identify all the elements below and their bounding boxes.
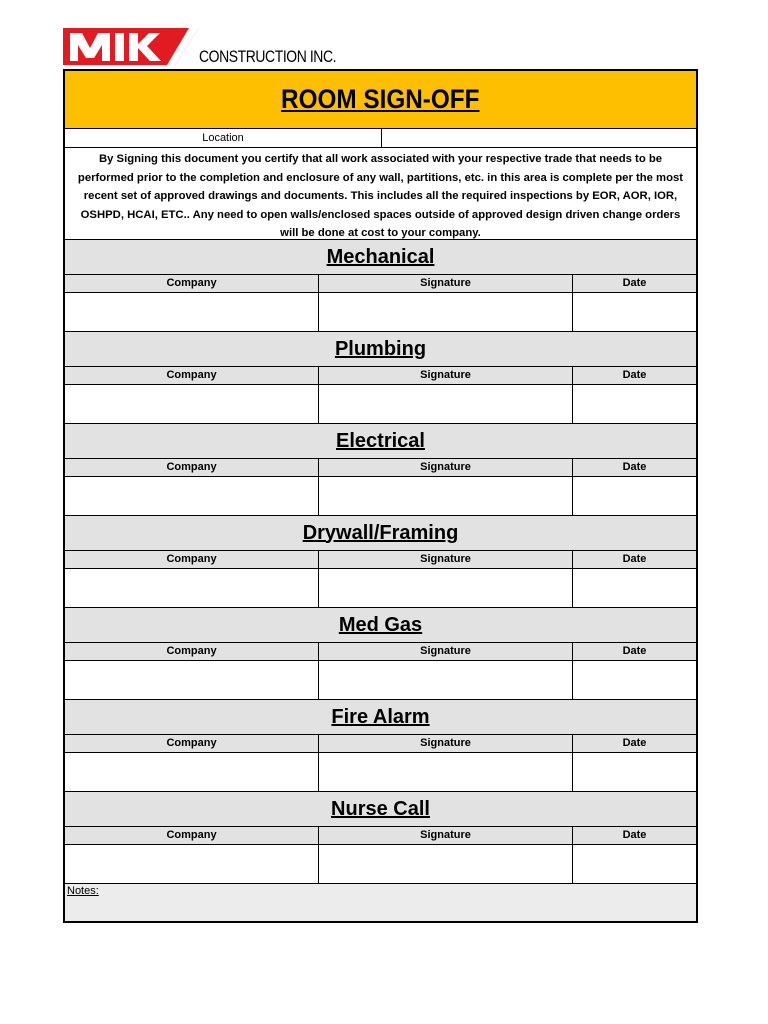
- date-field[interactable]: [573, 385, 696, 423]
- company-column-header: Company: [65, 735, 319, 752]
- location-row: [65, 129, 696, 148]
- signature-column-header: Signature: [319, 367, 573, 384]
- section-header: [65, 424, 696, 459]
- company-field[interactable]: [65, 293, 319, 331]
- date-column-header: Date: [622, 277, 647, 289]
- trade-section: [65, 332, 696, 424]
- column-header-row: [65, 367, 696, 385]
- company-logo: [63, 27, 366, 65]
- date-column-header: Date: [622, 553, 647, 565]
- signature-column-header: Signature: [319, 275, 573, 292]
- company-column-header: Company: [65, 643, 319, 660]
- mik-logo-mark: [63, 28, 199, 65]
- date-field[interactable]: [573, 293, 696, 331]
- date-field[interactable]: [573, 477, 696, 515]
- signature-field[interactable]: [319, 293, 573, 331]
- section-header: [65, 700, 696, 735]
- location-field[interactable]: [382, 129, 696, 147]
- section-title: Plumbing: [334, 337, 427, 360]
- column-header-row: [65, 275, 696, 293]
- date-field[interactable]: [573, 569, 696, 607]
- company-column-header: Company: [65, 551, 319, 568]
- company-field[interactable]: [65, 753, 319, 791]
- trade-section: [65, 240, 696, 332]
- trade-section: [65, 700, 696, 792]
- signature-entry-row: [65, 661, 696, 700]
- column-header-row: [65, 735, 696, 753]
- company-column-header: Company: [65, 827, 319, 844]
- company-field[interactable]: [65, 845, 319, 883]
- signature-column-header: Signature: [319, 735, 573, 752]
- section-header: [65, 792, 696, 827]
- signature-entry-row: [65, 385, 696, 424]
- company-column-header: Company: [65, 459, 319, 476]
- signature-column-header: Signature: [319, 643, 573, 660]
- company-field[interactable]: [65, 661, 319, 699]
- column-header-row: [65, 643, 696, 661]
- section-header: [65, 332, 696, 367]
- signature-field[interactable]: [319, 477, 573, 515]
- room-sign-off-form: [63, 69, 698, 923]
- column-header-row: [65, 827, 696, 845]
- trade-sections: [65, 240, 696, 884]
- company-name: CONSTRUCTION INC.: [199, 47, 337, 66]
- section-header: [65, 608, 696, 643]
- signature-entry-row: [65, 845, 696, 884]
- signature-field[interactable]: [319, 385, 573, 423]
- signature-column-header: Signature: [319, 459, 573, 476]
- signature-entry-row: [65, 569, 696, 608]
- signature-field[interactable]: [319, 845, 573, 883]
- section-header: [65, 516, 696, 551]
- trade-section: [65, 608, 696, 700]
- company-field[interactable]: [65, 569, 319, 607]
- signature-column-header: Signature: [319, 551, 573, 568]
- notes-label: Notes:: [67, 885, 99, 897]
- date-column-header: Date: [622, 737, 647, 749]
- signature-entry-row: [65, 477, 696, 516]
- company-column-header: Company: [65, 367, 319, 384]
- location-label: Location: [65, 129, 382, 147]
- section-header: [65, 240, 696, 275]
- section-title: Med Gas: [338, 613, 423, 636]
- signature-field[interactable]: [319, 569, 573, 607]
- company-field[interactable]: [65, 385, 319, 423]
- date-column-header: Date: [622, 645, 647, 657]
- section-title: Fire Alarm: [331, 705, 430, 728]
- section-title: Electrical: [336, 429, 425, 452]
- signature-column-header: Signature: [319, 827, 573, 844]
- date-field[interactable]: [573, 753, 696, 791]
- signature-entry-row: [65, 293, 696, 332]
- company-column-header: Company: [65, 275, 319, 292]
- date-column-header: Date: [622, 461, 647, 473]
- date-column-header: Date: [622, 369, 647, 381]
- signature-field[interactable]: [319, 753, 573, 791]
- signature-field[interactable]: [319, 661, 573, 699]
- column-header-row: [65, 551, 696, 569]
- column-header-row: [65, 459, 696, 477]
- notes-field[interactable]: [65, 884, 696, 921]
- date-field[interactable]: [573, 661, 696, 699]
- logo-icon: [63, 28, 199, 65]
- date-column-header: Date: [622, 829, 647, 841]
- company-field[interactable]: [65, 477, 319, 515]
- form-title-bar: [65, 71, 696, 129]
- section-title: Drywall/Framing: [302, 521, 459, 544]
- section-title: Nurse Call: [331, 797, 430, 820]
- section-title: Mechanical: [326, 245, 435, 268]
- trade-section: [65, 516, 696, 608]
- form-title: ROOM SIGN-OFF: [281, 84, 480, 114]
- date-field[interactable]: [573, 845, 696, 883]
- certification-disclaimer: By Signing this document you certify that all work associated with your respective trade that needs to be performed prior to the completion and enclosure of any wall, partitions, etc. in this area is complete per the most recent set of approved drawings and documents. This includes all the required inspections by EOR, AOR, IOR, OSHPD, HCAI, ETC.. Any need to open walls/enclosed spaces outside of approved design driven change orders will be done at cost to your company.: [65, 148, 696, 240]
- trade-section: [65, 792, 696, 884]
- trade-section: [65, 424, 696, 516]
- signature-entry-row: [65, 753, 696, 792]
